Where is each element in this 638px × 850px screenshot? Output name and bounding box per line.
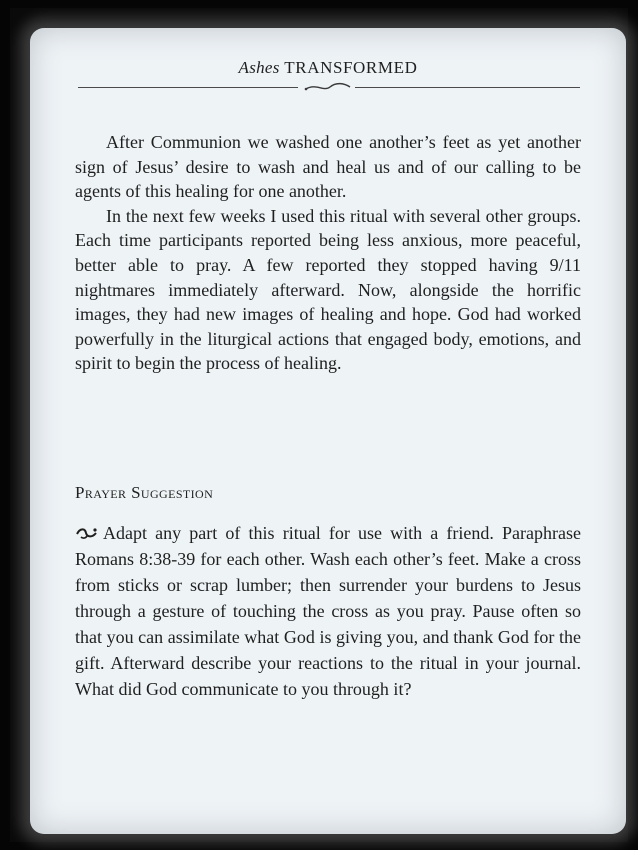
header-rule-right [355, 87, 580, 88]
body-text [75, 130, 581, 376]
running-head-caps: TRANSFORMED [284, 58, 418, 77]
fleuron-icon [75, 526, 99, 540]
book-page [30, 28, 626, 834]
section-heading: Prayer Suggestion [75, 483, 214, 502]
prayer-suggestion [75, 520, 581, 702]
running-head-italic: Ashes [238, 58, 280, 77]
swash-ornament-icon [302, 80, 354, 94]
paragraph: After Communion we washed one another’s feet as yet another sign of Jesus’ desire to wash and heal us and of our calling to be agents of this healing for one another. [75, 132, 581, 202]
running-head [30, 58, 626, 78]
paragraph: In the next few weeks I used this ritual with several other groups. Each time participants reported being less anxious, more peaceful, better able to pray. A few reported they stopped having 9/11 nightmares immediately afterward. Now, alongside the horrific images, they had new images of healing and hope. God had worked powerfully in the liturgical actions that engaged body, emotions, and spirit to begin the process of healing. [75, 205, 581, 374]
suggestion-text: Adapt any part of this ritual for use with a friend. Paraphrase Romans 8:38-39 for each other. Wash each other’s feet. Make a cross from sticks or scrap lumber; then surrender your burdens to Jesus through a gesture of touching the cross as you pray. Pause often so that you can assimilate what God is giving you, and thank God for the gift. Afterward describe your reactions to the ritual in your journal. What did God communicate to you through it? [75, 523, 581, 699]
header-rule-left [78, 87, 298, 88]
photo-frame [10, 8, 628, 842]
